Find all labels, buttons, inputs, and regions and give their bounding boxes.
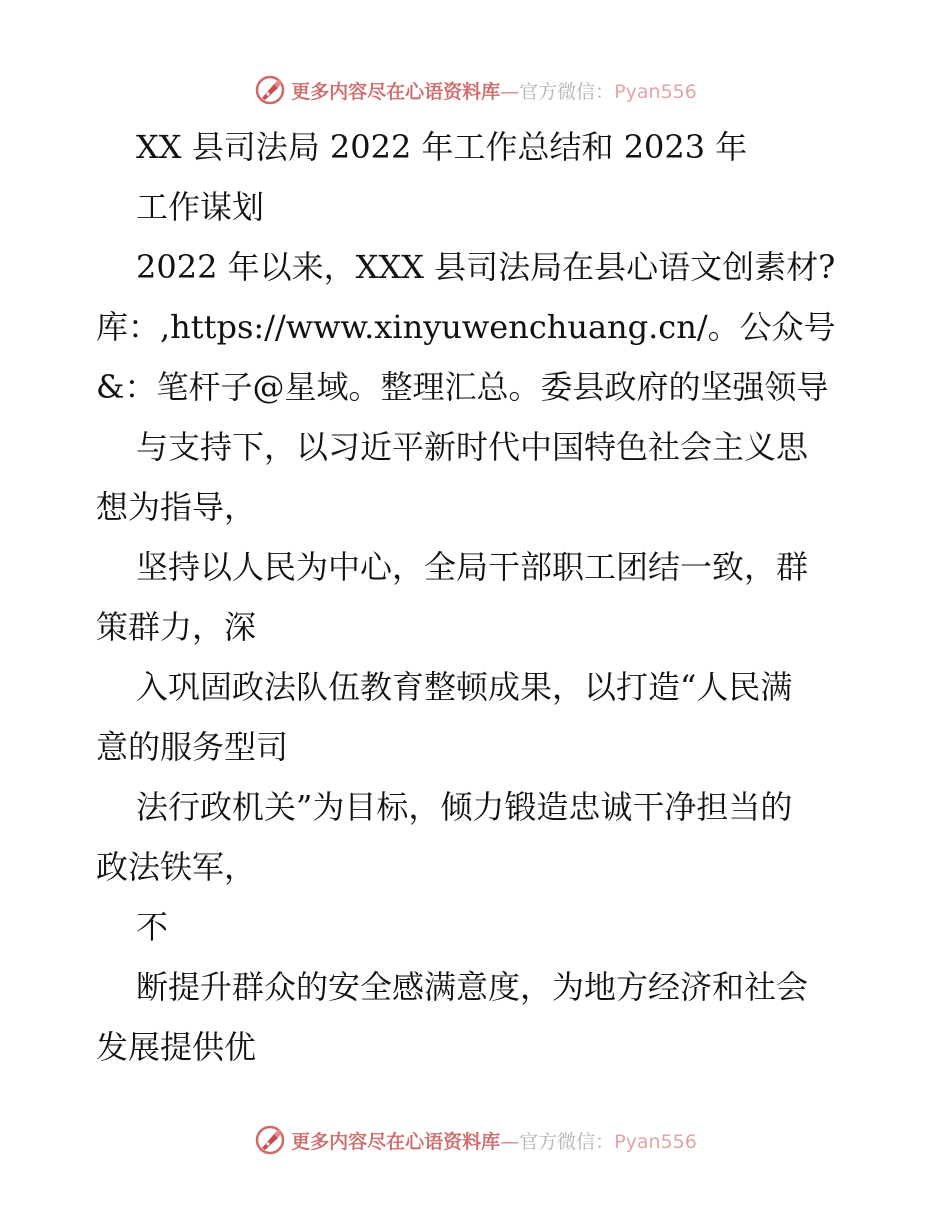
header-banner bbox=[0, 70, 950, 110]
header-wechat-id: Pyan556 bbox=[614, 80, 697, 103]
pen-nib-logo-icon bbox=[253, 73, 287, 107]
paragraph-line: 法行政机关”为目标，倾力锻造忠诚干净担当的 bbox=[136, 788, 793, 826]
title-line-1: XX 县司法局 2022 年工作总结和 2023 年 bbox=[136, 128, 748, 166]
paragraph-line: 策群力，深 bbox=[96, 608, 257, 646]
paragraph-line: 库：,https://www.xinyuwenchuang.cn/。公众号 bbox=[96, 308, 836, 346]
header-banner-text bbox=[291, 77, 697, 104]
footer-banner bbox=[0, 1120, 950, 1160]
paragraph-line: 意的服务型司 bbox=[96, 728, 289, 766]
title-line-2: 工作谋划 bbox=[136, 188, 265, 226]
header-main-text: 更多内容尽在心语资料库 bbox=[291, 80, 501, 103]
footer-sub-text: 官方微信： bbox=[519, 1130, 615, 1153]
paragraph-line: 想为指导， bbox=[96, 488, 257, 526]
paragraph-line: 发展提供优 bbox=[96, 1028, 257, 1066]
paragraph-line: 入巩固政法队伍教育整顿成果，以打造“人民满 bbox=[136, 668, 793, 706]
paragraph-line: 不 bbox=[136, 908, 169, 946]
header-dash: — bbox=[500, 80, 520, 103]
document-body bbox=[96, 117, 866, 1077]
paragraph-line: 与支持下，以习近平新时代中国特色社会主义思 bbox=[136, 428, 809, 466]
footer-banner-text bbox=[291, 1127, 697, 1154]
footer-wechat-id: Pyan556 bbox=[614, 1130, 697, 1153]
pen-nib-logo-icon bbox=[253, 1123, 287, 1157]
paragraph-line: 坚持以人民为中心，全局干部职工团结一致，群 bbox=[136, 548, 809, 586]
paragraph-line: 断提升群众的安全感满意度，为地方经济和社会 bbox=[136, 968, 809, 1006]
header-sub-text: 官方微信： bbox=[519, 80, 615, 103]
footer-dash: — bbox=[500, 1130, 520, 1153]
paragraph-line: 政法铁军， bbox=[96, 848, 257, 886]
paragraph-line: &：笔杆子@星域。整理汇总。委县政府的坚强领导 bbox=[96, 368, 829, 406]
footer-main-text: 更多内容尽在心语资料库 bbox=[291, 1130, 501, 1153]
paragraph-line: 2022 年以来，XXX 县司法局在县心语文创素材? bbox=[136, 248, 836, 286]
